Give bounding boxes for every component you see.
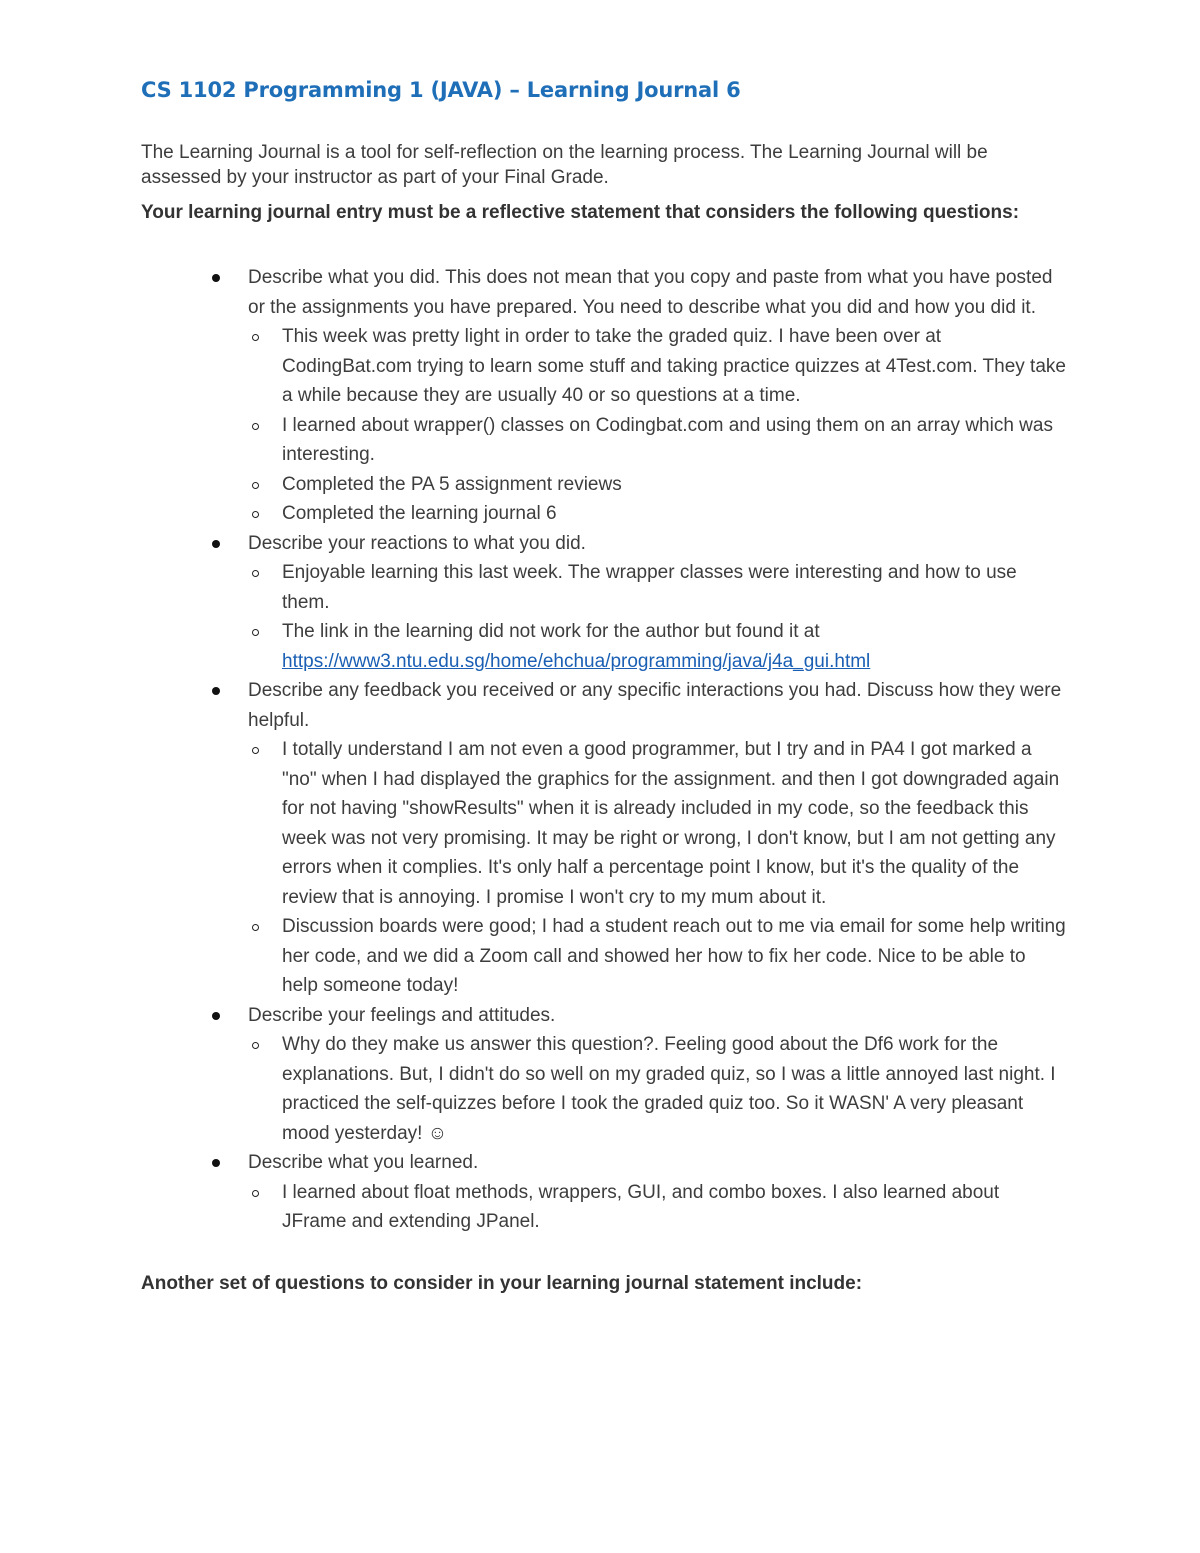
answer-text: Discussion boards were good; I had a student reach out to me via email for some help writing her code, and we did a Zoom call and showed her how to fix her code. Nice to be able to help someone today!	[282, 916, 1066, 996]
circle-bullet-icon	[252, 1190, 259, 1197]
answer-text: The link in the learning did not work for the author but found it at	[282, 621, 820, 642]
answer-item	[248, 1178, 1066, 1237]
question-item	[141, 1148, 1066, 1237]
answer-list	[248, 735, 1066, 1001]
question-text: Describe what you did. This does not mean that you copy and paste from what you have posted or the assignments you have prepared. You need to describe what you did and how you did it.	[248, 267, 1053, 318]
page-title: CS 1102 Programming 1 (JAVA) – Learning Journal 6	[141, 78, 741, 102]
bullet-icon	[212, 1159, 220, 1167]
circle-bullet-icon	[252, 629, 259, 636]
answer-item	[248, 617, 1066, 676]
question-text: Describe your feelings and attitudes.	[248, 1004, 556, 1026]
circle-bullet-icon	[252, 1042, 259, 1049]
answer-item	[248, 735, 1066, 912]
question-item	[141, 529, 1066, 677]
answer-item	[248, 558, 1066, 617]
answer-item	[248, 470, 1066, 500]
intro-paragraph: The Learning Journal is a tool for self-reflection on the learning process. The Learning Journal will be assessed by your instructor as part of your Final Grade.	[141, 142, 988, 188]
circle-bullet-icon	[252, 423, 259, 430]
answer-text: Why do they make us answer this question?. Feeling good about the Df6 work for the explanations. But, I didn't do so well on my graded quiz, so I was a little annoyed last night. I practiced the self-quizzes before I took the graded quiz too. So it WASN' A very pleasant mood yesterday! ☺	[282, 1034, 1056, 1144]
document-content	[141, 72, 1066, 1296]
circle-bullet-icon	[252, 924, 259, 931]
answer-text: Completed the PA 5 assignment reviews	[282, 473, 622, 495]
answer-list	[248, 558, 1066, 676]
answer-text: This week was pretty light in order to take the graded quiz. I have been over at CodingBat.com trying to learn some stuff and taking practice quizzes at 4Test.com. They take a while because they are usually 40 or so questions at a time.	[282, 326, 1066, 406]
question-item	[141, 676, 1066, 1001]
question-list	[141, 263, 1066, 1237]
bullet-icon	[212, 1012, 220, 1020]
reference-link[interactable]: https://www3.ntu.edu.sg/home/ehchua/programming/java/j4a_gui.html	[282, 650, 871, 672]
closing-heading: Another set of questions to consider in your learning journal statement include:	[141, 1272, 863, 1294]
circle-bullet-icon	[252, 511, 259, 518]
answer-item	[248, 411, 1066, 470]
question-text: Describe what you learned.	[248, 1152, 479, 1173]
question-item	[141, 263, 1066, 529]
answer-item	[248, 1030, 1066, 1148]
circle-bullet-icon	[252, 334, 259, 341]
circle-bullet-icon	[252, 747, 259, 754]
answer-list	[248, 1030, 1066, 1148]
answer-text: Completed the learning journal 6	[282, 503, 557, 524]
question-text: Describe any feedback you received or any specific interactions you had. Discuss how they were helpful.	[248, 680, 1062, 731]
answer-item	[248, 499, 1066, 529]
question-text: Describe your reactions to what you did.	[248, 532, 586, 554]
prompt-heading: Your learning journal entry must be a reflective statement that considers the following questions:	[141, 202, 1020, 223]
circle-bullet-icon	[252, 482, 259, 489]
answer-item	[248, 912, 1066, 1001]
answer-item	[248, 322, 1066, 411]
bullet-icon	[212, 540, 220, 548]
answer-text: Enjoyable learning this last week. The wrapper classes were interesting and how to use them.	[282, 562, 1017, 613]
circle-bullet-icon	[252, 570, 259, 577]
question-item	[141, 1001, 1066, 1149]
answer-list	[248, 1178, 1066, 1237]
bullet-icon	[212, 274, 220, 282]
bullet-icon	[212, 687, 220, 695]
answer-text: I totally understand I am not even a good programmer, but I try and in PA4 I got marked a "no" when I had displayed the graphics for the assignment. and then I got downgraded again for not having "showResults" when it is already included in my code, so the feedback this week was not very promising. It may be right or wrong, I don't know, but I am not getting any errors when it complies. It's only half a percentage point I know, but it's the quality of the review that is annoying. I promise I won't cry to my mum about it.	[282, 739, 1060, 908]
answer-text: I learned about float methods, wrappers, GUI, and combo boxes. I also learned about JFrame and extending JPanel.	[282, 1181, 1000, 1232]
answer-text: I learned about wrapper() classes on Codingbat.com and using them on an array which was interesting.	[282, 414, 1053, 465]
answer-list	[248, 322, 1066, 529]
